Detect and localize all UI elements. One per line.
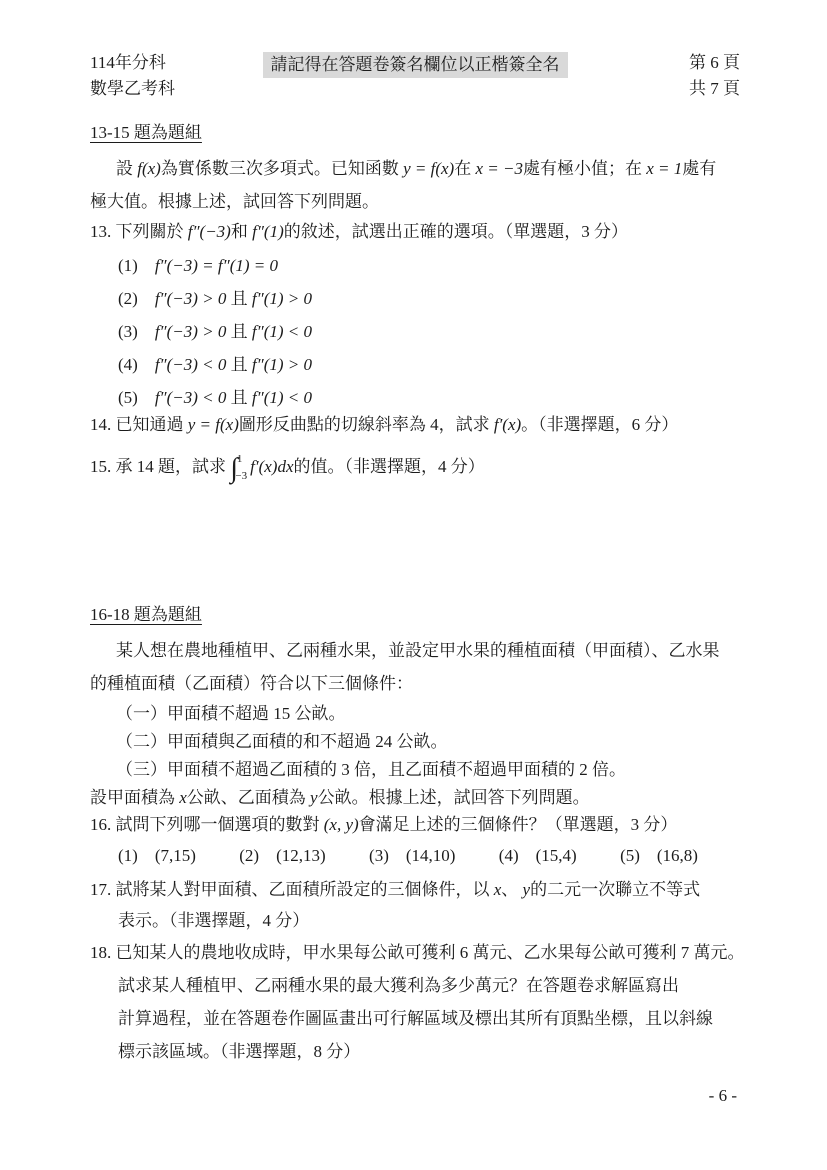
group1-intro-line1: 設 f(x)為實係數三次多項式。已知函數 y = f(x)在 x = −3處有極小值；在 x = 1處有	[116, 159, 717, 178]
group-title-13-15: 13-15 題為題組	[90, 123, 202, 142]
condition-1: （一）甲面積不超過 15 公畝。	[116, 704, 346, 723]
question-18-line3: 計算過程，並在答題卷作圖區畫出可行解區域及標出其所有頂點坐標，且以斜線	[118, 1009, 713, 1028]
question-13-text: 13. 下列關於 f″(−3)和 f″(1)的敘述，試選出正確的選項。（單選題，3 分）	[90, 222, 628, 241]
condition-3: （三）甲面積不超過乙面積的 3 倍，且乙面積不超過甲面積的 2 倍。	[116, 760, 626, 779]
condition-2: （二）甲面積與乙面積的和不超過 24 公畝。	[116, 732, 448, 751]
option-item-4: (4) f″(−3) < 0 且 f″(1) > 0	[118, 355, 313, 374]
footer-page-number: - 6 -	[708, 1086, 737, 1105]
exam-subject-label: 數學乙考科	[90, 79, 175, 98]
question-18-line1: 18. 已知某人的農地收成時，甲水果每公畝可獲利 6 萬元、乙水果每公畝可獲利 7 萬元。	[90, 943, 745, 962]
question-15-text: 15. 承 14 題，試求 ∫$^1_{-3}$ f′(x)dx的值。（非選擇題，4 分）	[90, 453, 485, 484]
question-17-line2: 表示。（非選擇題，4 分）	[118, 911, 310, 930]
exam-session-label: 114年分科	[90, 53, 166, 72]
question-13-options	[90, 253, 740, 411]
option-item-2: (2) (12,13)	[239, 846, 326, 865]
question-18-line2: 試求某人種植甲、乙兩種水果的最大獲利為多少萬元？在答題卷求解區寫出	[118, 976, 679, 995]
question-group-13-15	[90, 120, 740, 496]
group2-intro-line1: 某人想在農地種植甲、乙兩種水果，並設定甲水果的種植面積（甲面積）、乙水果	[116, 641, 720, 660]
option-item-3: (3) (14,10)	[369, 846, 456, 865]
page-total-label: 共 7 頁	[689, 79, 740, 98]
question-16-options	[90, 842, 740, 869]
option-item-3: (3) f″(−3) > 0 且 f″(1) < 0	[118, 322, 313, 341]
option-item-1: (1) (7,15)	[118, 846, 196, 865]
page-indicator-block	[568, 50, 741, 102]
option-item-5: (5) f″(−3) < 0 且 f″(1) < 0	[118, 388, 313, 407]
question-17-line1: 17. 試將某人對甲面積、乙面積所設定的三個條件，以 x、 y的二元一次聯立不等式	[90, 880, 701, 899]
question-16-text: 16. 試問下列哪一個選項的數對 (x, y)會滿足上述的三個條件？（單選題，3 分）	[90, 815, 678, 834]
signature-notice: 請記得在答題卷簽名欄位以正楷簽全名	[263, 52, 568, 78]
header-center	[263, 50, 568, 78]
exam-title-block	[90, 50, 263, 102]
option-item-5: (5) (16,8)	[620, 846, 698, 865]
question-group-16-18	[90, 602, 745, 1068]
option-item-2: (2) f″(−3) > 0 且 f″(1) > 0	[118, 289, 313, 308]
option-item-4: (4) (15,4)	[498, 846, 577, 865]
option-item-1: (1) f″(−3) = f″(1) = 0	[118, 256, 278, 275]
page-header	[90, 50, 740, 102]
page-current-label: 第 6 頁	[689, 53, 740, 72]
question-14-text: 14. 已知通過 y = f(x)圖形反曲點的切線斜率為 4，試求 f′(x)。（非選擇題，6 分）	[90, 415, 679, 434]
group1-intro-line2: 極大值。根據上述，試回答下列問題。	[90, 192, 379, 211]
question-18-line4: 標示該區域。（非選擇題，8 分）	[118, 1042, 361, 1061]
group2-intro-line2: 的種植面積（乙面積）符合以下三個條件：	[90, 674, 413, 693]
group-title-16-18: 16-18 題為題組	[90, 605, 202, 624]
variable-setup-line: 設甲面積為 x公畝、乙面積為 y公畝。根據上述，試回答下列問題。	[90, 788, 590, 807]
